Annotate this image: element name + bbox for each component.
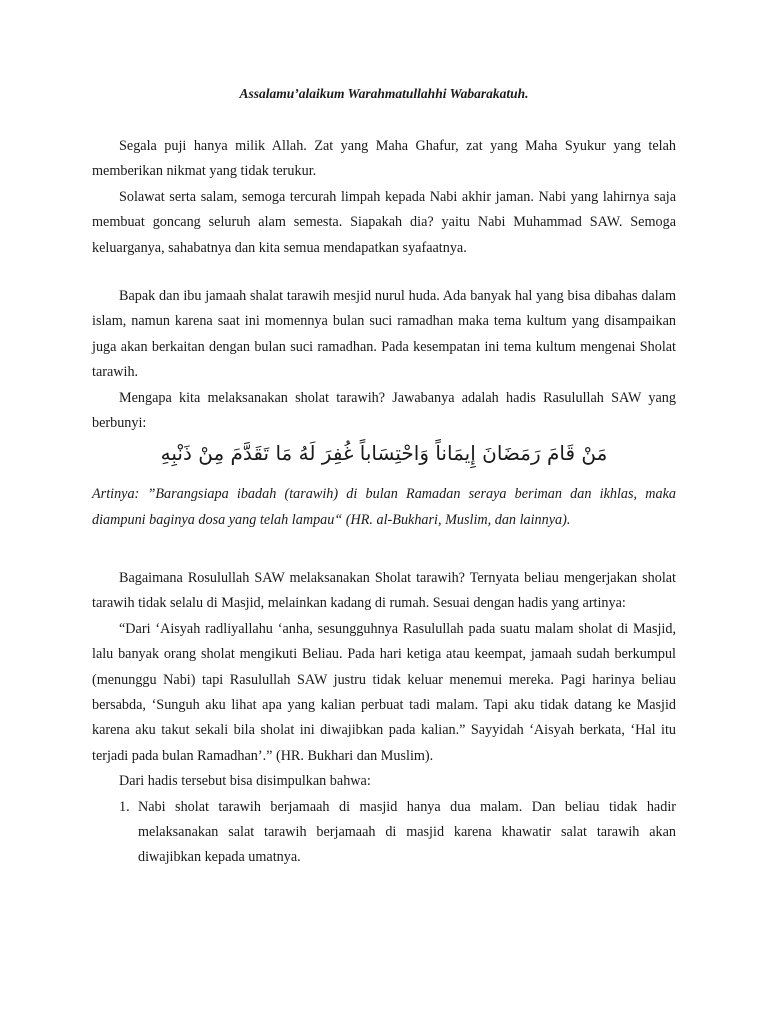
topic-section [92,284,676,533]
hadith-translation: Artinya: ”Barangsiapa ibadah (tarawih) di bulan Ramadan seraya beriman dan ikhlas, maka diampuni baginya dosa yang telah lampau“ (HR. al-Bukhari, Muslim, dan lainnya). [92,486,676,528]
hadith-arabic-text: مَنْ قَامَ رَمَضَانَ إِيمَاناً وَاحْتِسَاباً غُفِرَ لَهُ مَا تَقَدَّمَ مِنْ ذَنْبِهِ [160,441,608,466]
paragraph-practice: Bagaimana Rosulullah SAW melaksanakan Sholat tarawih? Ternyata beliau mengerjakan sholat tarawih tidak selalu di Masjid, melainkan kadang di rumah. Sesuai dengan hadis yang artinya: [92,570,676,612]
paragraph-question: Mengapa kita melaksanakan sholat tarawih? Jawabanya adalah hadis Rasulullah SAW yang berbunyi: [92,389,676,432]
opening-section [92,134,676,261]
paragraph-hadith-aisyah: “Dari ‘Aisyah radliyallahu ‘anha, sesungguhnya Rasulullah pada suatu malam sholat di Masjid, lalu banyak orang sholat mengikuti Beliau. Pada hari ketiga atau keempat, jamaah sudah berkumpul (menunggu Nabi) tapi Rasulullah SAW justru tidak keluar menemui mereka. Pagi harinya beliau bersabda, ‘Sunguh aku lihat apa yang kalian perbuat tadi malam. Tapi aku tidak datang ke Masjid karena aku takut sekali bila sholat ini diwajibkan pada kalian.” Sayyidah ‘Aisyah berkata, ‘Hal itu terjadi pada bulan Ramadhan’.” (HR. Bukhari dan Muslim). [92,620,676,764]
list-item [92,795,676,871]
conclusion-list [92,795,676,871]
paragraph-salawat: Solawat serta salam, semoga tercurah limpah kepada Nabi akhir jaman. Nabi yang lahirnya saja membuat goncang seluruh alam semesta. Siapakah dia? yaitu Nabi Muhammad SAW. Semoga keluarganya, sahabatnya dan kita semua mendapatkan syafaatnya. [92,188,676,256]
practice-section [92,566,676,871]
greeting-title: Assalamu’alaikum Warahmatullahhi Wabarakatuh. [239,86,529,101]
list-item-number: 1. [119,798,130,815]
list-item-text: Nabi sholat tarawih berjamaah di masjid hanya dua malam. Dan beliau tidak hadir melaksanakan salat tarawih berjamaah di masjid karena khawatir salat tarawih akan diwajibkan kepada umatnya. [138,798,676,866]
paragraph-praise: Segala puji hanya milik Allah. Zat yang Maha Ghafur, zat yang Maha Syukur yang telah memberikan nikmat yang tidak terukur. [92,138,676,180]
paragraph-topic: Bapak dan ibu jamaah shalat tarawih mesjid nurul huda. Ada banyak hal yang bisa dibahas dalam islam, namun karena saat ini momennya bulan suci ramadhan maka tema kultum yang disampaikan juga akan berkaitan dengan bulan suci ramadhan. Pada kesempatan ini tema kultum mengenai Sholat tarawih. [92,288,676,381]
paragraph-conclusion: Dari hadis tersebut bisa disimpulkan bahwa: [119,773,371,790]
